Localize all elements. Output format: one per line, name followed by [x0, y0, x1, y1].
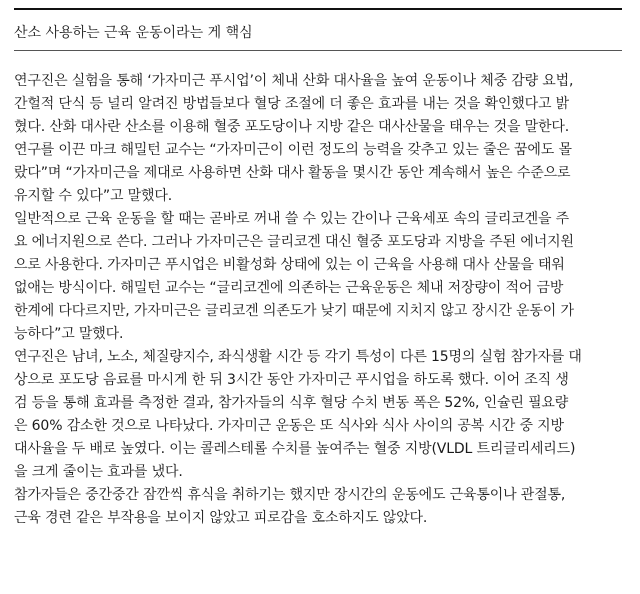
- text-line: 없애는 방식이다. 해밀턴 교수는 “글리코겐에 의존하는 근육운동은 체내 저장량이 적어 금방: [14, 280, 564, 296]
- text-line: 능하다”고 말했다.: [14, 326, 124, 342]
- text-line: 참가자들은 중간중간 잠깐씩 휴식을 취하기는 했지만 장시간의 운동에도 근육통이나 관절통,: [14, 487, 566, 503]
- text-line: 근육 경련 같은 부작용을 보이지 않았고 피로감을 호소하지도 않았다.: [14, 510, 428, 526]
- text-line: 연구진은 남녀, 노소, 체질량지수, 좌식생활 시간 등 각기 특성이 다른 15명의 실험 참가자를 대: [14, 349, 582, 365]
- text-line: 대사율을 두 배로 높였다. 이는 콜레스테롤 수치를 높여주는 혈중 지방(VLDL 트리글리세리드): [14, 441, 576, 457]
- text-line: 은 60% 감소한 것으로 나타났다. 가자미근 운동은 또 식사와 식사 사이의 공복 시간 중 지방: [14, 418, 564, 434]
- paragraph: [14, 208, 622, 346]
- paragraph: [14, 484, 622, 530]
- paragraph: [14, 346, 622, 484]
- text-line: 요 에너지원으로 쓴다. 그러나 가자미근은 글리코겐 대신 혈중 포도당과 지방을 주된 에너지원: [14, 234, 574, 250]
- top-divider: [14, 8, 622, 10]
- text-line: 유지할 수 있다”고 말했다.: [14, 188, 173, 204]
- text-line: 검 등을 통해 효과를 측정한 결과, 참가자들의 식후 혈당 수치 변동 폭은 52%, 인슐린 필요량: [14, 395, 569, 411]
- article-body: [14, 70, 622, 530]
- text-line: 으로 사용한다. 가자미근 푸시업은 비활성화 상태에 있는 이 근육을 사용해 대사 산물을 태워: [14, 257, 565, 273]
- text-line: 을 크게 줄이는 효과를 냈다.: [14, 464, 183, 480]
- text-line: 연구진은 실험을 통해 ‘가자미근 푸시업’이 체내 산화 대사율을 높여 운동이나 체중 감량 요법,: [14, 73, 574, 89]
- text-line: 한계에 다다르지만, 가자미근은 글리코겐 의존도가 낮기 때문에 지치지 않고 장시간 운동이 가: [14, 303, 574, 319]
- text-line: 연구를 이끈 마크 해밀턴 교수는 “가자미근이 이런 정도의 능력을 갖추고 있는 줄은 꿈에도 몰: [14, 142, 572, 158]
- paragraph: [14, 70, 622, 208]
- text-line: 상으로 포도당 음료를 마시게 한 뒤 3시간 동안 가자미근 푸시업을 하도록 했다. 이어 조직 생: [14, 372, 569, 388]
- text-line: 혔다. 산화 대사란 산소를 이용해 혈중 포도당이나 지방 같은 대사산물을 태우는 것을 말한다.: [14, 119, 570, 135]
- text-line: 일반적으로 근육 운동을 할 때는 곧바로 꺼내 쓸 수 있는 간이나 근육세포 속의 글리코겐을 주: [14, 211, 570, 227]
- text-line: 랐다”며 “가자미근을 제대로 사용하면 산화 대사 활동을 몇시간 동안 계속해서 높은 수준으로: [14, 165, 571, 181]
- section-heading: 산소 사용하는 근육 운동이라는 게 핵심: [14, 24, 622, 51]
- text-line: 간헐적 단식 등 널리 알려진 방법들보다 혈당 조절에 더 좋은 효과를 내는 것을 확인했다고 밝: [14, 96, 570, 112]
